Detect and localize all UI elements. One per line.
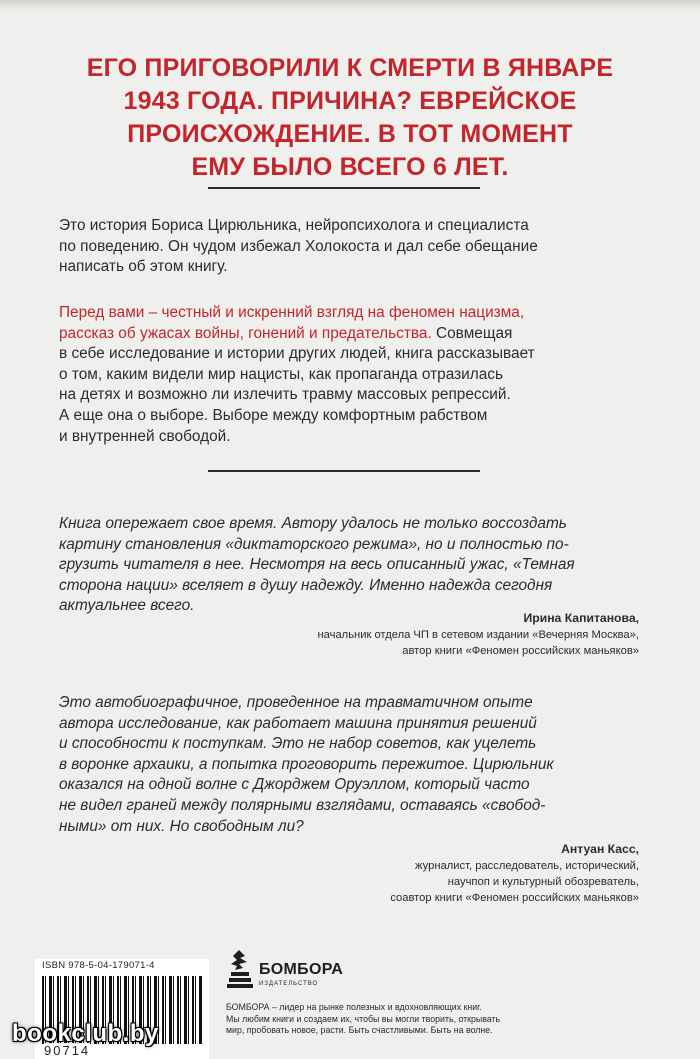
intro-line: написать об этом книгу. xyxy=(59,258,228,276)
review-line: в воронке архаики, а попытка проговорить пережитое. Цирюльник xyxy=(59,755,554,773)
publisher-name: БОМБОРА xyxy=(259,961,344,978)
publisher-logo xyxy=(225,948,355,994)
isbn-label: ISBN 978-5-04-179071-4 xyxy=(42,960,155,971)
author-title: начальник отдела ЧП в сетевом издании «Вечерняя Москва», xyxy=(317,629,639,641)
description-line: в себе исследование и истории других людей, книга рассказывает xyxy=(59,345,535,363)
intro-line: Это история Бориса Цирюльника, нейропсихолога и специалиста xyxy=(59,217,529,234)
description-highlight-line: Перед вами – честный и искренний взгляд на феномен нацизма, xyxy=(59,304,525,321)
author-name: Ирина Капитанова, xyxy=(523,611,639,625)
author-name: Антуан Касс, xyxy=(561,842,639,856)
review-author-2 xyxy=(390,840,639,907)
review-quote-1 xyxy=(59,514,649,617)
description-highlight-text: рассказ об ужасах войны, гонений и предательства. xyxy=(59,324,432,342)
author-title: автор книги «Феномен российских маньяков» xyxy=(402,645,639,658)
review-line: ными» от них. Но свободным ли? xyxy=(59,817,304,835)
divider-top xyxy=(208,187,480,189)
description-line: и внутренней свободой. xyxy=(59,427,231,445)
description-paragraph xyxy=(59,303,649,447)
review-line: грузить читателя в нее. Несмотря на весь описанный ужас, «Темная xyxy=(59,556,575,574)
review-line: автора исследование, как работает машина принятия решений xyxy=(59,714,537,732)
headline xyxy=(60,52,640,184)
description-line: о том, каким видели мир нацисты, как пропаганда отразилась xyxy=(59,365,503,383)
blurb-line: БОМБОРА – лидер на рынке полезных и вдохновляющих книг. xyxy=(226,1002,482,1012)
headline-line: ЕГО ПРИГОВОРИЛИ К СМЕРТИ В ЯНВАРЕ xyxy=(86,54,614,82)
author-title: соавтор книги «Феномен российских маньяков» xyxy=(390,892,639,905)
author-title: научпоп и культурный обозреватель, xyxy=(447,876,639,889)
review-line: актуальнее всего. xyxy=(59,597,195,615)
review-line: и способности к поступкам. Это не набор советов, как уцелеть xyxy=(59,735,537,753)
blurb-line: мир, пробовать новое, расти. Быть счастливыми. Быть на волне. xyxy=(226,1025,493,1036)
barcode-digits: 90714 xyxy=(44,1043,91,1058)
intro-line: по поведению. Он чудом избежал Холокоста и дал себе обещание xyxy=(59,237,538,255)
divider-middle xyxy=(208,470,480,472)
description-text: Совмещая xyxy=(431,324,513,342)
description-line: на детях и возможно ли излечить травму массовых репрессий. xyxy=(59,386,511,404)
review-line: не видел граней между полярными взглядами, оставаясь «свобод- xyxy=(59,796,546,814)
headline-line: ПРОИСХОЖДЕНИЕ. В ТОТ МОМЕНТ xyxy=(127,120,573,148)
review-line: сторона нации» вселяет в душу надежду. Именно надежда сегодня xyxy=(59,576,553,594)
top-edge-shadow xyxy=(0,0,700,10)
publisher-logo-icon xyxy=(225,948,255,994)
blurb-line: Мы любим книги и создаем их, чтобы вы могли творить, открывать xyxy=(226,1013,501,1024)
description-line: А еще она о выборе. Выборе между комфортным рабством xyxy=(59,406,488,424)
publisher-subtitle: ИЗДАТЕЛЬСТВО xyxy=(259,981,319,987)
description-mixed-line xyxy=(59,324,649,345)
headline-line: 1943 ГОДА. ПРИЧИНА? ЕВРЕЙСКОЕ xyxy=(123,87,577,115)
review-quote-2 xyxy=(59,693,649,837)
review-line: картину становления «диктаторского режима», но и полностью по- xyxy=(59,535,569,553)
publisher-blurb xyxy=(226,1002,666,1037)
intro-paragraph xyxy=(59,216,649,278)
site-watermark: bookclub.by xyxy=(12,1020,159,1047)
review-line: оказался на одной волне с Джорджем Оруэллом, который часто xyxy=(59,776,530,794)
review-line: Это автобиографичное, проведенное на травматичном опыте xyxy=(59,694,533,711)
review-author-1 xyxy=(317,609,639,659)
author-title: журналист, расследователь, исторический, xyxy=(415,860,639,872)
review-line: Книга опережает свое время. Автору удалось не только воссоздать xyxy=(59,515,567,532)
headline-line: ЕМУ БЫЛО ВСЕГО 6 ЛЕТ. xyxy=(191,153,509,181)
